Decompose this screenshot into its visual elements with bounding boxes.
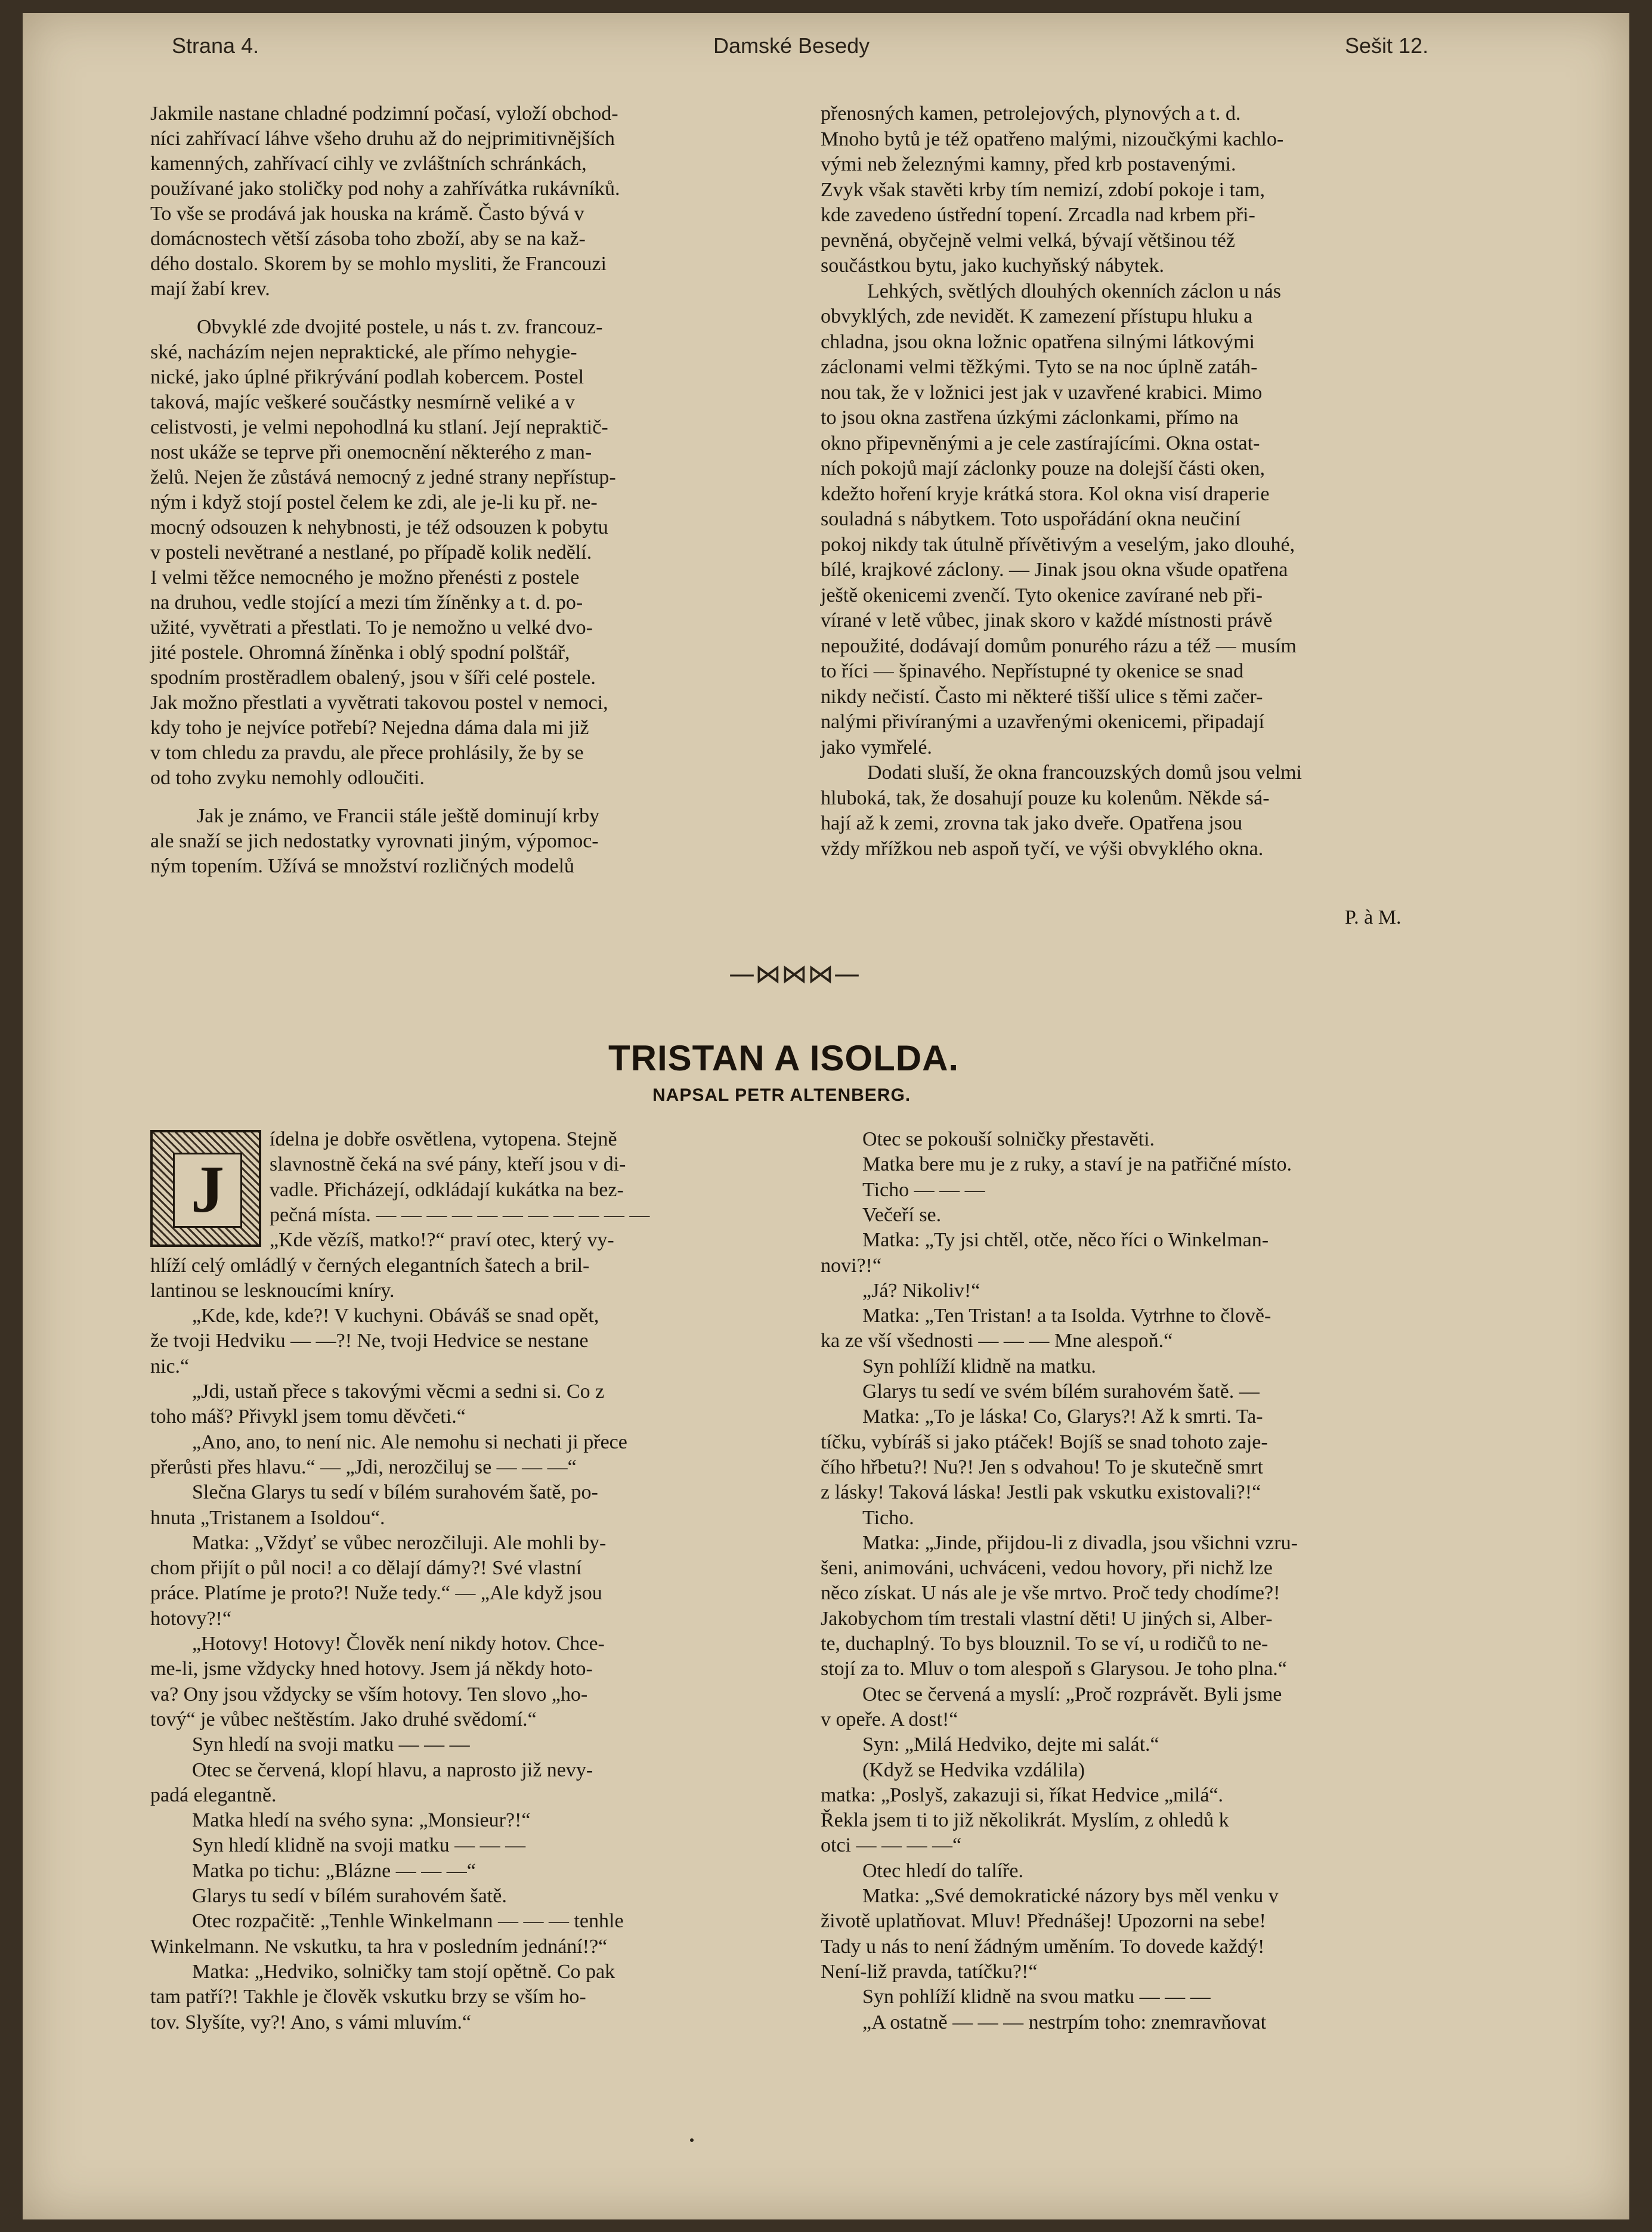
text-line: Zvyk však stavěti krby tím nemizí, zdobí pokoje i tam, [821,178,1266,201]
text-line: hluboká, tak, že dosahují pouze ku kolenům. Někde sá- [821,787,1270,809]
text-line: Matka: „Ten Tristan! a ta Isolda. Vytrhne to člově- [862,1305,1272,1327]
text-line: taková, majíc veškeré součástky nesmírně veliké a v [150,391,575,413]
text-line: vadle. Přicházejí, odkládají kukátka na bez- [270,1178,624,1201]
text-line: Lehkých, světlých dlouhých okenních záclon u nás [867,280,1281,302]
text-line: nost ukáže se teprve při onemocnění některého z man- [150,441,592,463]
text-line: níci zahřívací láhve všeho druhu až do nejprimitivnějších [150,128,615,150]
text-line: přerůsti přes hlavu.“ — „Jdi, nerozčiluj se — — —“ [150,1456,577,1478]
text-line: ale snaží se jich nedostatky vyrovnati jiným, výpomoc- [150,830,599,852]
text-line: „Já? Nikoliv!“ [862,1279,980,1302]
text-line: to jsou okna zastřena úzkými záclonkami, přímo na [821,407,1239,429]
text-line: dého dostalo. Skorem by se mohlo mysliti, že Francouzi [150,253,607,275]
drop-initial-frame [150,1130,261,1247]
text-line: nou tak, že v ložnici jest jak v uzavřené krabici. Mimo [821,381,1263,404]
text-line: používané jako stoličky pod nohy a zahřívátka rukávníků. [150,178,620,200]
text-line: čího hřbetu?! Nu?! Jen s odvahou! To je skutečně smrt [821,1456,1263,1478]
text-line: Glarys tu sedí v bílém surahovém šatě. [192,1885,507,1907]
text-line: záclonami velmi těžkými. Tyto se na noc úplně zatáh- [821,356,1258,378]
text-line: Ticho. [862,1506,914,1529]
article2-title: TRISTAN A ISOLDA. [608,1038,960,1078]
text-line: ních pokojů mají záclonky pouze na dolejší části oken, [821,457,1265,479]
text-line: padá elegantně. [150,1784,277,1806]
text-line: celistvosti, je velmi nepohodlná ku stlaní. Její nepraktič- [150,416,608,438]
text-line: jako vymřelé. [821,736,932,759]
text-line: kde zavedeno ústřední topení. Zrcadla nad krbem při- [821,204,1255,226]
article2-subtitle: NAPSAL PETR ALTENBERG. [652,1085,911,1105]
text-line: Syn: „Milá Hedviko, dejte mi salát.“ [862,1733,1159,1756]
text-line: nepoužité, dodávají domům ponurého rázu a též — musím [821,634,1297,657]
text-line: v opeře. A dost!“ [821,1708,958,1731]
text-line: otci — — — —“ [821,1834,962,1857]
text-line: stojí za to. Mluv o tom alespoň s Glarysou. Je toho plna.“ [821,1658,1287,1680]
text-line: To vše se prodává jak houska na krámě. Často bývá v [150,203,584,225]
text-line: Matka: „Své demokratické názory bys měl venku v [862,1885,1279,1907]
text-line: Jakmile nastane chladné podzimní počasí, vyloží obchod- [150,103,618,125]
text-line: Otec hledí do talíře. [862,1859,1024,1882]
text-line: z lásky! Taková láska! Jestli pak vskutku existovali?!“ [821,1481,1261,1504]
text-line: tam patří?! Takhle je člověk vskutku brzy se vším ho- [150,1986,586,2008]
text-line: Slečna Glarys tu sedí v bílém surahovém šatě, po- [192,1481,598,1504]
text-line: vírané v letě vůbec, jinak skoro v každé místnosti právě [821,609,1273,631]
text-line: v posteli nevětrané a nestlané, po případě kolik nedělí. [150,541,592,564]
text-line: Jak možno přestlati a vyvětrati takovou postel v nemoci, [150,692,608,714]
text-line: chladna, jsou okna ložnic opatřena silnými látkovými [821,330,1255,353]
text-line: spodním prostěradlem obalený, jsou v šíři celé postele. [150,667,596,689]
text-line: Matka bere mu je z ruky, a staví je na patřičné místo. [862,1153,1292,1176]
text-line: va? Ony jsou vždycky se vším hotovy. Ten slovo „ho- [150,1683,588,1705]
text-line: novi?!“ [821,1254,881,1277]
drop-initial: J [173,1153,242,1228]
text-line: obvyklých, zde nevidět. K zamezení přístupu hluku a [821,305,1253,327]
text-line: součástkou bytu, jako kuchyňský nábytek. [821,255,1165,277]
text-line: něco získat. U nás ale je vše mrtvo. Proč tedy chodíme?! [821,1582,1280,1605]
text-line: životě uplatňovat. Mluv! Přednášej! Upozorni na sebe! [821,1910,1266,1933]
text-line: užité, vyvětrati a přestlati. To je nemožno u velké dvo- [150,617,593,639]
text-line: Obvyklé zde dvojité postele, u nás t. zv. francouz- [197,316,603,338]
text-line: ještě okenicemi zvenčí. Tyto okenice zavírané neb při- [821,584,1263,606]
text-line: Otec se červená, klopí hlavu, a naprosto již nevy- [192,1759,593,1781]
text-line: toho máš? Přivykl jsem tomu děvčeti.“ [150,1406,466,1428]
text-line: Matka: „Hedviko, solničky tam stojí opětně. Co pak [192,1960,615,1983]
text-line: Syn hledí klidně na svoji matku — — — [192,1834,526,1857]
section-separator: —⋈⋈⋈— [729,959,860,989]
text-line: Matka: „Vždyť se vůbec nerozčiluji. Ale mohli by- [192,1531,607,1554]
text-line: přenosných kamen, petrolejových, plynových a t. d. [821,103,1241,125]
text-line: v tom chledu za pravdu, ale přece prohlásily, že by se [150,742,584,764]
text-line: mocný odsouzen k nehybnosti, je též odsouzen k pobytu [150,516,608,538]
text-line: okno připevněnými a je cele zastírajícími. Okna ostat- [821,432,1260,454]
text-line: vždy mřížkou neb aspoň tyčí, ve výši obvyklého okna. [821,837,1264,860]
text-line: slavnostně čeká na své pány, kteří jsou v di- [270,1153,626,1176]
text-line: nic.“ [150,1355,190,1377]
text-line: „Kde, kde, kde?! V kuchyni. Obáváš se snad opět, [192,1305,599,1327]
text-line: pečná místa. — — — — — — — — — — — [270,1203,650,1226]
text-line: Syn hledí na svoji matku — — — [192,1733,470,1756]
text-line: Otec rozpačitě: „Tenhle Winkelmann — — — tenhle [192,1910,624,1933]
text-line: ídelna je dobře osvětlena, vytopena. Stejně [270,1128,617,1150]
text-line: Jakobychom tím trestali vlastní děti! U jiných si, Alber- [821,1607,1273,1630]
magazine-title: Damské Besedy [713,33,870,58]
text-line: že tvoji Hedviku — —?! Ne, tvoji Hedvice se nestane [150,1330,589,1352]
text-line: (Když se Hedvika vzdálila) [862,1759,1085,1781]
text-line: želů. Nejen že zůstává nemocný z jedné strany nepřístup- [150,466,616,488]
text-line: „A ostatně — — — nestrpím toho: znemravňovat [862,2011,1267,2033]
text-line: Jak je známo, ve Francii stále ještě dominují krby [197,805,600,827]
text-line: „Jdi, ustaň přece s takovými věcmi a sedni si. Co z [192,1380,605,1403]
text-line: souladná s nábytkem. Toto uspořádání okna neučiní [821,508,1241,530]
text-line: Matka: „To je láska! Co, Glarys?! Až k smrti. Ta- [862,1406,1263,1428]
text-line: tov. Slyšíte, vy?! Ano, s vámi mluvím.“ [150,2011,471,2033]
text-line: matka: „Poslyš, zakazuji si, říkat Hedvice „milá“. [821,1784,1224,1806]
text-line: nické, jako úplné přikrývání podlah kobercem. Postel [150,366,584,388]
text-line: mají žabí krev. [150,278,270,300]
text-line: chom přijít o půl noci! a co dělají dámy?! Své vlastní [150,1557,582,1580]
text-line: pokoj nikdy tak útulně přívětivým a veselým, jako dlouhé, [821,533,1295,556]
text-line: na druhou, vedle stojící a mezi tím žíněnky a t. d. po- [150,592,583,614]
text-line: domácnostech větší zásoba toho zboží, aby se na kaž- [150,228,586,250]
footer-dot [690,2138,694,2142]
text-line: hlíží celý omládlý v černých elegantních šatech a bril- [150,1254,590,1277]
text-line: Otec se pokouší solničky přestavěti. [862,1128,1155,1150]
text-line: kdežto hoření kryje krátká stora. Kol okna visí draperie [821,482,1270,505]
text-line: Matka: „Ty jsi chtěl, otče, něco říci o Winkelman- [862,1229,1269,1252]
page-number: Strana 4. [172,33,259,58]
text-line: Večeří se. [862,1203,942,1226]
text-line: šeni, animováni, uchváceni, vedou hovory, při nichž lze [821,1557,1273,1580]
text-line: to říci — špinavého. Nepřístupné ty okenice se snad [821,660,1244,682]
text-line: od toho zvyku nemohly odloučiti. [150,767,425,789]
text-line: bílé, krajkové záclony. — Jinak jsou okna všude opatřena [821,559,1288,581]
text-line: Glarys tu sedí ve svém bílém surahovém šatě. — [862,1380,1260,1403]
text-line: kdy toho je nejvíce potřebí? Nejedna dáma dala mi již [150,717,589,739]
text-line: lantinou se lesknoucími kníry. [150,1279,395,1302]
text-line: ným i když stojí postel čelem ke zdi, ale je-li ku př. ne- [150,491,598,513]
text-line: Winkelmann. Ne vskutku, ta hra v posledním jednání!?“ [150,1935,608,1958]
issue-number: Sešit 12. [1345,33,1429,58]
text-line: Ticho — — — [862,1178,985,1201]
text-line: Syn pohlíží klidně na svou matku — — — [862,1986,1211,2008]
text-line: „Hotovy! Hotovy! Člověk není nikdy hotov. Chce- [192,1633,605,1655]
text-line: tíčku, vybíráš si jako ptáček! Bojíš se snad tohoto zaje- [821,1431,1268,1453]
text-line: Otec se červená a myslí: „Proč rozprávět. Byli jsme [862,1683,1282,1705]
text-line: Tady u nás to není žádným uměním. To dovede každý! [821,1935,1265,1958]
text-line: „Kde vězíš, matko!?“ praví otec, který vy- [270,1229,614,1252]
text-line: „Ano, ano, to není nic. Ale nemohu si nechati ji přece [192,1431,627,1453]
text-line: kamenných, zahřívací cihly ve zvláštních schránkách, [150,153,587,175]
article1-signature: P. à M. [1345,906,1402,928]
text-line: Není-liž pravda, tatíčku?!“ [821,1960,1038,1983]
text-line: nalými přivíranými a uzavřenými okenicemi, připadají [821,711,1264,733]
text-line: I velmi těžce nemocného je možno přenésti z postele [150,566,580,589]
text-line: me-li, jsme vždycky hned hotovy. Jsem já někdy hoto- [150,1658,593,1680]
text-line: pevněná, obyčejně velmi velká, bývají většinou též [821,229,1235,252]
text-line: Mnoho bytů je též opatřeno malými, nizoučkými kachlo- [821,128,1284,150]
text-line: hají až k zemi, zrovna tak jako dveře. Opatřena jsou [821,812,1243,834]
text-line: hotovy?!“ [150,1607,231,1630]
text-line: tový“ je vůbec neštěstím. Jako druhé svědomí.“ [150,1708,537,1731]
text-line: ným topením. Užívá se množství rozličných modelů [150,855,575,877]
text-line: ka ze vší všednosti — — — Mne alespoň.“ [821,1330,1173,1352]
text-line: nikdy nečistí. Často mi některé tišší ulice s těmi začer- [821,685,1263,708]
text-line: Matka hledí na svého syna: „Monsieur?!“ [192,1809,531,1832]
text-line: vými neb železnými kamny, před krb postavenými. [821,153,1236,175]
text-line: ské, nacházím nejen nepraktické, ale přímo nehygie- [150,341,577,363]
text-line: te, duchaplný. To bys blouznil. To se ví, u rodičů to ne- [821,1633,1269,1655]
text-line: Matka: „Jinde, přijdou-li z divadla, jsou všichni vzru- [862,1531,1298,1554]
text-line: Syn pohlíží klidně na matku. [862,1355,1096,1377]
text-line: hnuta „Tristanem a Isoldou“. [150,1506,385,1529]
text-line: práce. Platíme je proto?! Nuže tedy.“ — „Ale když jsou [150,1582,602,1605]
text-line: jité postele. Ohromná žíněnka i oblý spodní polštář, [150,642,570,664]
text-line: Dodati sluší, že okna francouzských domů jsou velmi [867,761,1302,784]
text-line: Řekla jsem ti to již několikrát. Myslím, z ohledů k [821,1809,1229,1832]
text-line: Matka po tichu: „Blázne — — —“ [192,1859,476,1882]
